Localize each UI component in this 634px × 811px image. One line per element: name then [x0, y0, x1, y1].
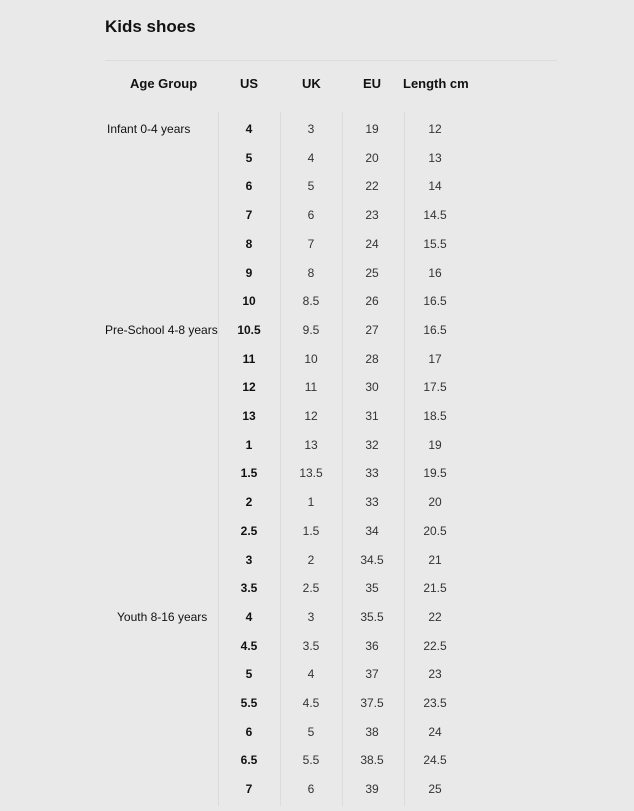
size-cell-cm: 13	[428, 151, 442, 165]
size-cell-eu: 34	[365, 524, 379, 538]
size-cell-cm: 20	[428, 495, 442, 509]
size-cell-uk: 5.5	[302, 753, 320, 767]
size-cell-us: 4	[245, 610, 253, 624]
size-cell-cm: 22	[428, 610, 442, 624]
size-cell-eu: 27	[365, 323, 379, 337]
size-cell-cm: 24.5	[423, 753, 447, 767]
size-cell-uk: 9.5	[302, 323, 320, 337]
size-cell-cm: 25	[428, 782, 442, 796]
size-cell-us: 1.5	[240, 466, 258, 480]
size-cell-us: 4	[245, 122, 253, 136]
size-cell-uk: 13	[304, 438, 318, 452]
size-cell-cm: 22.5	[423, 639, 447, 653]
size-cell-cm: 16.5	[423, 323, 447, 337]
size-cell-us: 11	[242, 352, 256, 366]
size-cell-us: 2.5	[240, 524, 258, 538]
size-cell-eu: 38.5	[360, 753, 384, 767]
size-cell-us: 3.5	[240, 581, 258, 595]
size-cell-cm: 19	[428, 438, 442, 452]
size-cell-uk: 5	[307, 179, 315, 193]
size-cell-us: 7	[245, 782, 253, 796]
size-cell-us: 5	[245, 667, 253, 681]
size-cell-cm: 23	[428, 667, 442, 681]
size-cell-us: 1	[245, 438, 253, 452]
size-cell-uk: 10	[304, 352, 318, 366]
size-cell-eu: 31	[365, 409, 379, 423]
header-us: US	[240, 76, 259, 91]
size-cell-uk: 1.5	[302, 524, 320, 538]
size-cell-cm: 16.5	[423, 294, 447, 308]
size-cell-cm: 21.5	[423, 581, 447, 595]
size-cell-us: 12	[242, 380, 256, 394]
size-cell-cm: 18.5	[423, 409, 447, 423]
size-cell-us: 10.5	[237, 323, 261, 337]
size-cell-uk: 3.5	[302, 639, 320, 653]
size-cell-uk: 4.5	[302, 696, 320, 710]
size-cell-eu: 26	[365, 294, 379, 308]
size-cell-eu: 25	[365, 266, 379, 280]
size-cell-eu: 37	[365, 667, 379, 681]
size-cell-cm: 21	[428, 553, 442, 567]
size-cell-us: 6	[245, 725, 253, 739]
size-cell-eu: 34.5	[360, 553, 384, 567]
size-cell-eu: 30	[365, 380, 379, 394]
size-cell-eu: 22	[365, 179, 379, 193]
size-cell-us: 5	[245, 151, 253, 165]
size-cell-uk: 3	[307, 610, 315, 624]
header-eu: EU	[363, 76, 382, 91]
size-cell-us: 7	[245, 208, 253, 222]
size-cell-uk: 2	[307, 553, 315, 567]
size-cell-eu: 35.5	[360, 610, 384, 624]
size-cell-eu: 38	[365, 725, 379, 739]
size-cell-eu: 36	[365, 639, 379, 653]
size-cell-uk: 11	[304, 380, 318, 394]
size-cell-eu: 19	[365, 122, 379, 136]
size-cell-cm: 17.5	[423, 380, 447, 394]
size-cell-uk: 4	[307, 151, 315, 165]
header-divider	[105, 60, 557, 61]
header-length-cm: Length cm	[403, 76, 469, 91]
size-cell-us: 8	[245, 237, 253, 251]
size-cell-uk: 1	[307, 495, 315, 509]
age-group-label: Youth 8-16 years	[117, 610, 208, 624]
size-cell-us: 5.5	[240, 696, 258, 710]
size-cell-eu: 23	[365, 208, 379, 222]
size-cell-eu: 35	[365, 581, 379, 595]
size-cell-us: 13	[242, 409, 256, 423]
size-cell-uk: 7	[307, 237, 315, 251]
size-cell-cm: 14	[428, 179, 442, 193]
size-cell-uk: 2.5	[302, 581, 320, 595]
size-cell-cm: 12	[428, 122, 442, 136]
size-cell-uk: 4	[307, 667, 315, 681]
size-cell-uk: 6	[307, 782, 315, 796]
page-title: Kids shoes	[105, 17, 196, 36]
size-cell-eu: 24	[365, 237, 379, 251]
header-age-group: Age Group	[130, 76, 198, 91]
size-cell-eu: 39	[365, 782, 379, 796]
size-cell-uk: 6	[307, 208, 315, 222]
size-cell-us: 2	[245, 495, 253, 509]
size-cell-us: 6	[245, 179, 253, 193]
size-cell-us: 6.5	[240, 753, 258, 767]
size-cell-eu: 37.5	[360, 696, 384, 710]
size-cell-eu: 33	[365, 495, 379, 509]
size-cell-cm: 20.5	[423, 524, 447, 538]
size-cell-cm: 17	[428, 352, 442, 366]
size-cell-cm: 24	[428, 725, 442, 739]
size-cell-uk: 8.5	[302, 294, 320, 308]
size-cell-us: 4.5	[240, 639, 258, 653]
age-group-label: Pre-School 4-8 years	[105, 323, 218, 337]
size-cell-us: 10	[242, 294, 256, 308]
age-group-label: Infant 0-4 years	[107, 122, 191, 136]
size-cell-us: 3	[245, 553, 253, 567]
size-cell-eu: 20	[365, 151, 379, 165]
size-cell-cm: 16	[428, 266, 442, 280]
size-cell-uk: 12	[304, 409, 318, 423]
size-cell-cm: 14.5	[423, 208, 447, 222]
size-cell-eu: 32	[365, 438, 379, 452]
size-cell-eu: 33	[365, 466, 379, 480]
size-cell-cm: 23.5	[423, 696, 447, 710]
size-cell-uk: 3	[307, 122, 315, 136]
size-cell-cm: 15.5	[423, 237, 447, 251]
header-uk: UK	[302, 76, 321, 91]
size-cell-uk: 5	[307, 725, 315, 739]
size-cell-us: 9	[245, 266, 253, 280]
size-cell-cm: 19.5	[423, 466, 447, 480]
size-cell-eu: 28	[365, 352, 379, 366]
size-cell-uk: 13.5	[299, 466, 323, 480]
size-cell-uk: 8	[307, 266, 315, 280]
